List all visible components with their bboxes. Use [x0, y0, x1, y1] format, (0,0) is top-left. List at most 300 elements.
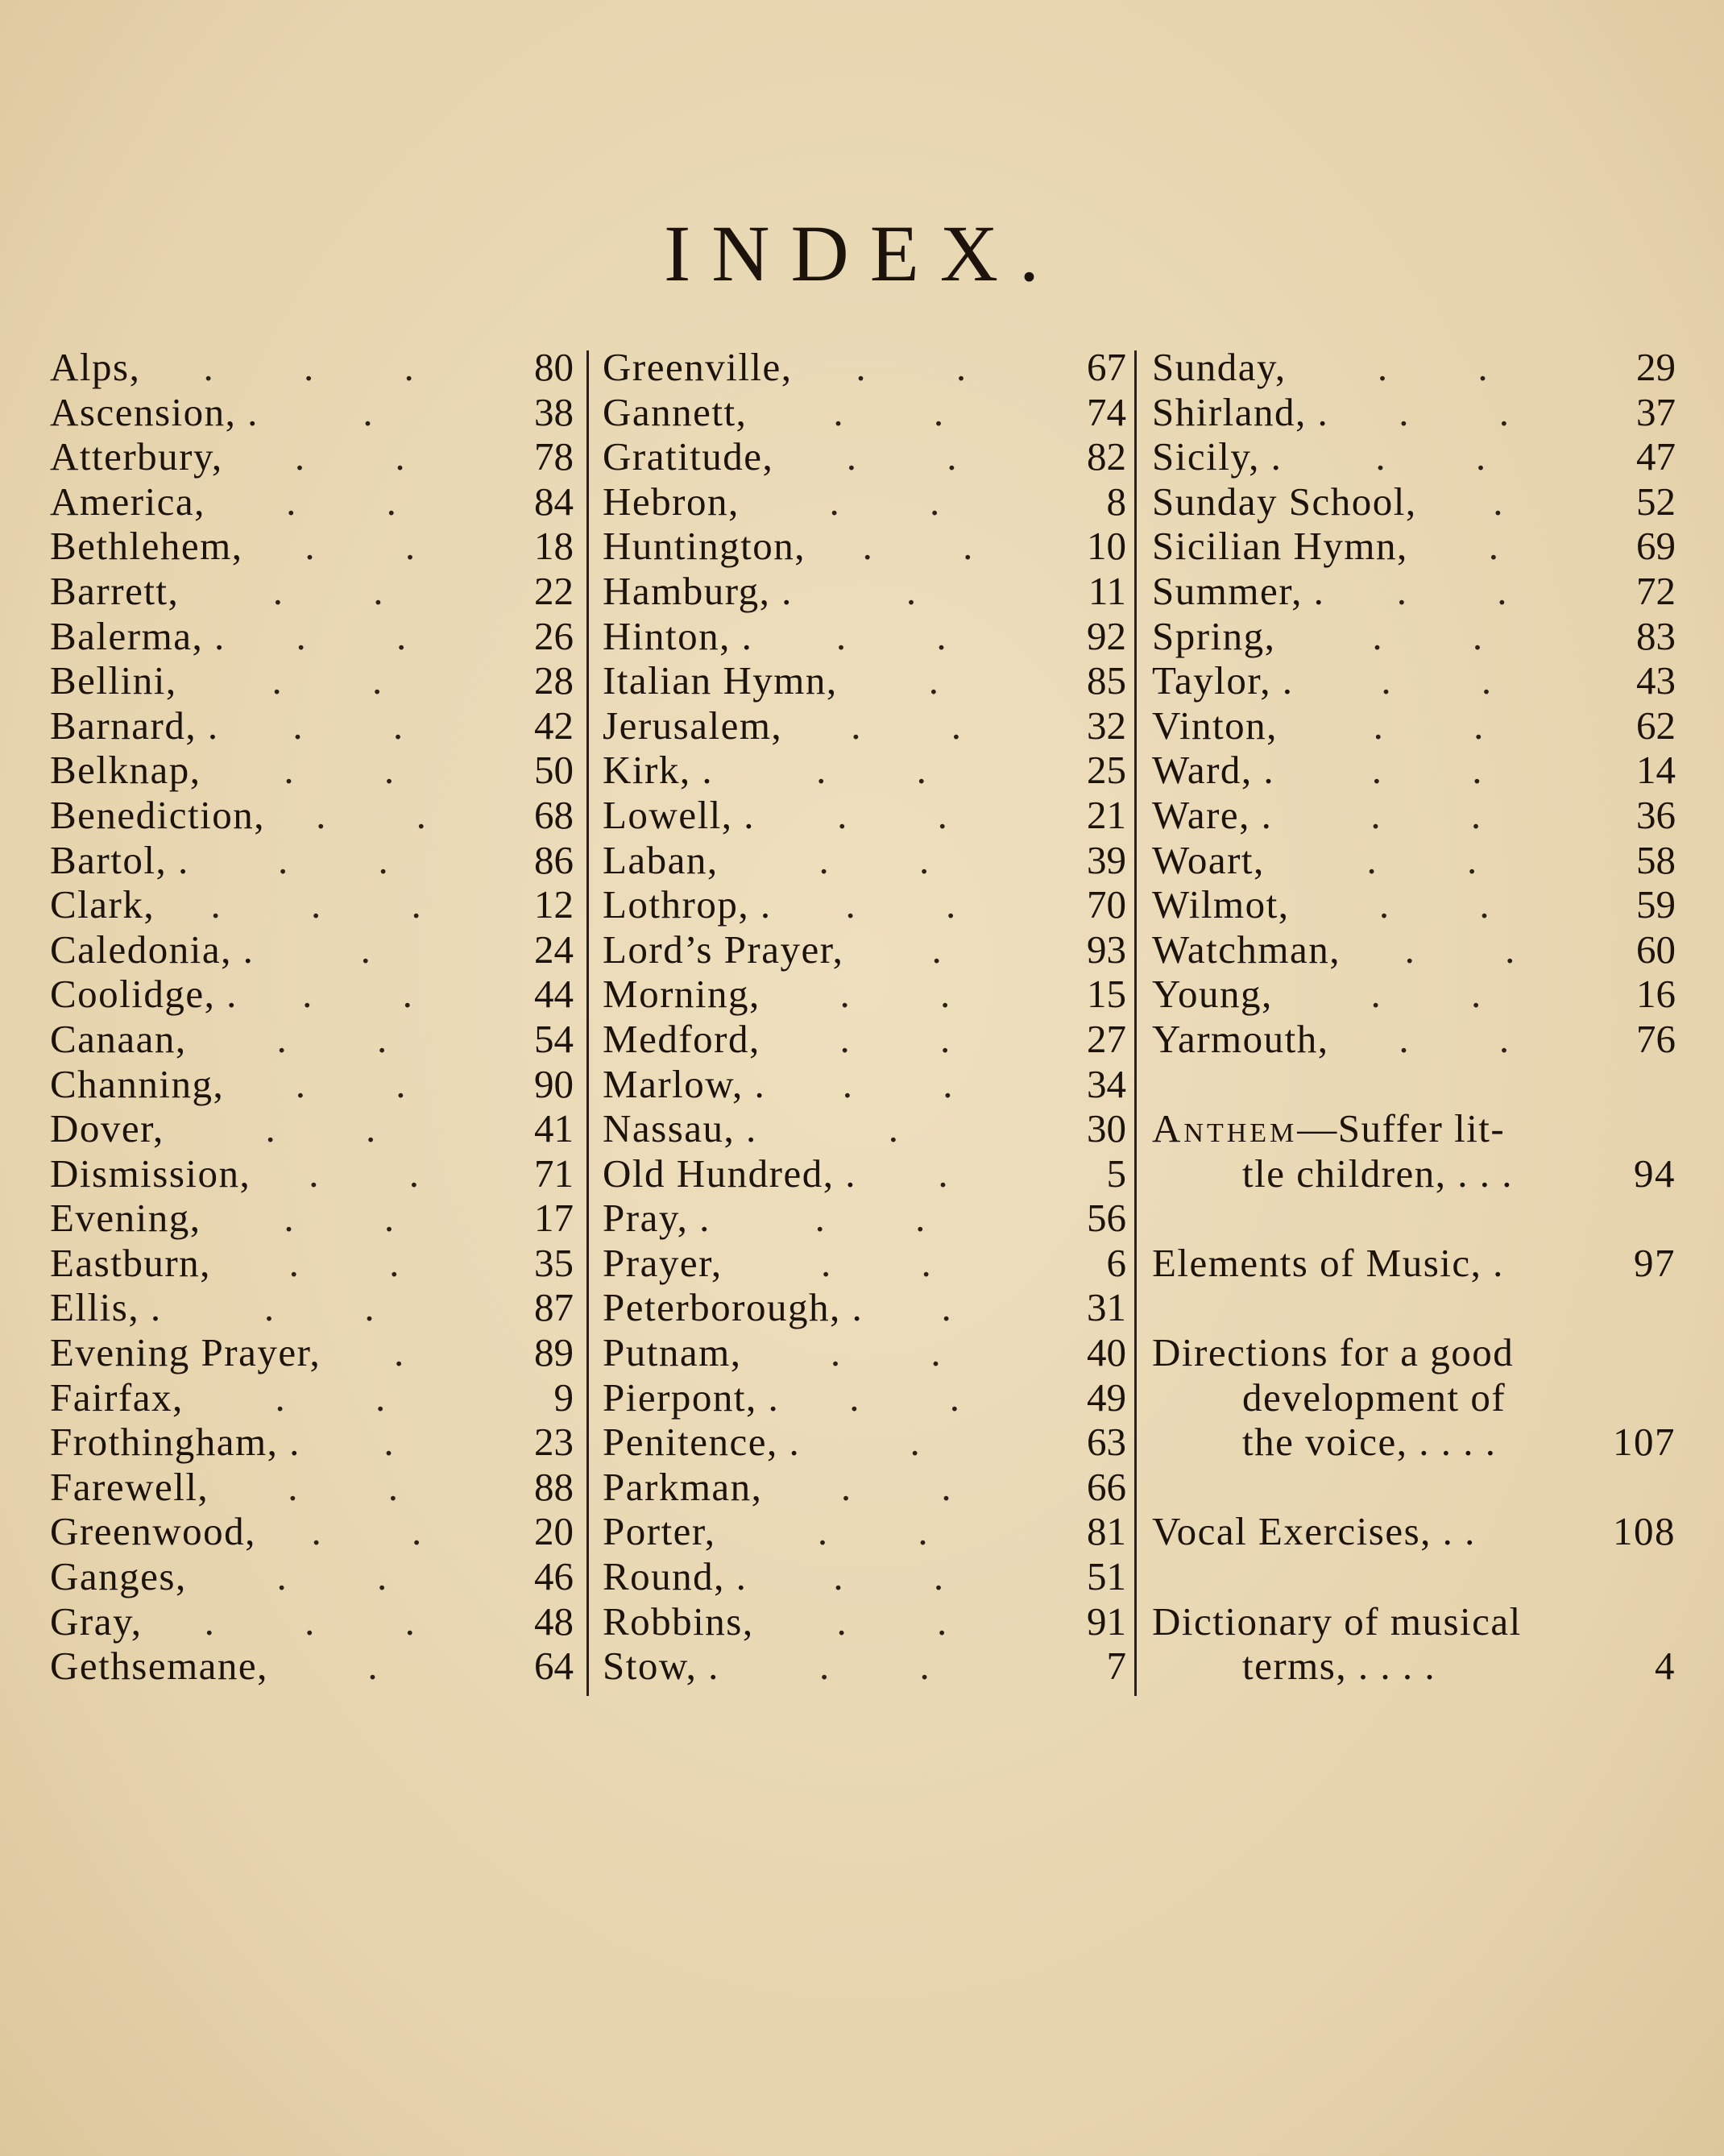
- entry-leader: .: [393, 1330, 445, 1375]
- entry-page: 43: [1636, 658, 1676, 703]
- entry-leader: . .: [833, 1554, 984, 1599]
- index-entry: [603, 1599, 1126, 1644]
- index-entry: [50, 569, 574, 614]
- entry-page: 7: [1106, 1644, 1126, 1689]
- entry-page: 27: [1087, 1016, 1126, 1061]
- entry-page: 34: [1087, 1061, 1126, 1106]
- entry-leader: . .: [316, 792, 466, 837]
- index-entry: [1152, 703, 1676, 748]
- entry-leader: . .: [284, 1196, 435, 1241]
- index-entry: [50, 972, 574, 1017]
- entry-name: Alps,: [50, 345, 141, 389]
- entry-name: Balerma, .: [50, 613, 226, 658]
- entry-name: Greenwood,: [50, 1509, 256, 1554]
- entry-leader: .: [363, 389, 413, 434]
- entry-page: 78: [534, 434, 574, 479]
- entry-name: Pray, .: [603, 1196, 711, 1241]
- entry-page: 23: [534, 1420, 574, 1465]
- entry-leader: . .: [819, 1644, 970, 1689]
- entry-name: Greenville,: [603, 345, 793, 389]
- entry-leader: . .: [814, 1196, 966, 1241]
- entry-leader: . .: [839, 1016, 991, 1061]
- vocal-text: Vocal Exercises, . .: [1152, 1509, 1476, 1554]
- entry-name: Gray,: [50, 1598, 143, 1644]
- index-entry: [603, 793, 1126, 838]
- index-entry: [50, 1644, 574, 1689]
- entry-leader: . .: [296, 613, 447, 658]
- entry-leader: . . .: [204, 1598, 455, 1644]
- entry-name: Watchman,: [1152, 927, 1341, 972]
- entry-leader: .: [941, 1285, 992, 1330]
- entry-page: 81: [1087, 1509, 1126, 1554]
- entry-page: 59: [1636, 882, 1676, 927]
- entry-page: 36: [1636, 792, 1676, 837]
- entry-page: 54: [534, 1016, 574, 1061]
- index-entry: [603, 1285, 1126, 1330]
- entry-leader: .: [1488, 524, 1539, 569]
- entry-name: Barnard, .: [50, 703, 219, 748]
- anthem-label: Anthem: [1152, 1106, 1298, 1151]
- entry-page: 20: [534, 1509, 574, 1554]
- entry-leader: . .: [842, 1061, 993, 1106]
- entry-leader: . .: [263, 1285, 415, 1330]
- entry-leader: . .: [1377, 345, 1528, 389]
- entry-page: 42: [534, 703, 574, 748]
- entry-page: 44: [534, 972, 574, 1017]
- anthem-entry: [1152, 1106, 1676, 1196]
- entry-name: Evening Prayer,: [50, 1330, 321, 1375]
- entry-page: 67: [1087, 345, 1126, 389]
- index-entry: [603, 614, 1126, 659]
- entry-leader: . .: [1372, 613, 1523, 658]
- entry-page: 66: [1087, 1464, 1126, 1509]
- spacer: [1152, 1554, 1676, 1599]
- entry-page: 72: [1636, 568, 1676, 613]
- entry-name: Eastburn,: [50, 1240, 211, 1285]
- entry-page: 37: [1636, 389, 1676, 434]
- entry-page: 9: [553, 1374, 574, 1420]
- anthem-line-2: tle children, . . .: [1242, 1151, 1514, 1196]
- entry-leader: . .: [1399, 389, 1550, 434]
- directions-line-3: the voice, . . . .: [1242, 1420, 1497, 1465]
- entry-page: 6: [1106, 1240, 1126, 1285]
- index-entry: [603, 479, 1126, 524]
- index-entry: [603, 1375, 1126, 1420]
- index-entry: [603, 1330, 1126, 1375]
- entry-leader: . .: [294, 434, 446, 479]
- entry-leader: . .: [1371, 748, 1523, 793]
- entry-name: Porter,: [603, 1509, 716, 1554]
- entry-page: 56: [1087, 1196, 1126, 1241]
- spacer: [1152, 1062, 1676, 1107]
- index-entry: [50, 658, 574, 703]
- entry-leader: . .: [817, 1509, 968, 1554]
- index-entry: [50, 1509, 574, 1554]
- entry-name: America,: [50, 479, 205, 524]
- entry-name: Huntington,: [603, 524, 806, 569]
- entry-page: 74: [1087, 389, 1126, 434]
- entry-name: Putnam,: [603, 1330, 742, 1375]
- entry-leader: . .: [840, 1464, 992, 1509]
- entry-page: 14: [1636, 748, 1676, 793]
- spacer: [1152, 1465, 1676, 1510]
- entry-page: 35: [534, 1240, 574, 1285]
- entry-name: Pierpont, .: [603, 1374, 780, 1420]
- entry-name: Ware, .: [1152, 792, 1273, 837]
- entry-leader: . .: [276, 1554, 428, 1599]
- entry-leader: . .: [836, 1598, 988, 1644]
- entry-name: Summer, .: [1152, 568, 1325, 613]
- entry-leader: .: [938, 1151, 988, 1196]
- entry-leader: . .: [284, 748, 435, 793]
- entry-leader: . .: [1373, 703, 1524, 748]
- entry-leader: . .: [276, 1016, 428, 1061]
- entry-name: Lowell, .: [603, 792, 756, 837]
- entry-page: 89: [534, 1330, 574, 1375]
- index-entry: [603, 1106, 1126, 1151]
- entry-page: 51: [1087, 1554, 1126, 1599]
- entry-name: Sicilian Hymn,: [1152, 524, 1408, 569]
- entry-leader: . .: [1396, 568, 1548, 613]
- entry-leader: . .: [818, 837, 970, 882]
- entry-name: Bellini,: [50, 658, 177, 703]
- entry-leader: . .: [1381, 658, 1532, 703]
- entry-name: Sicily, .: [1152, 434, 1283, 479]
- entry-leader: . .: [272, 568, 424, 613]
- index-entry: [603, 1420, 1126, 1465]
- entry-page: 29: [1636, 345, 1676, 389]
- index-entry: [1152, 390, 1676, 435]
- entry-leader: . .: [309, 1151, 460, 1196]
- entry-leader: . .: [275, 1374, 426, 1420]
- entry-name: Farewell,: [50, 1464, 209, 1509]
- entry-leader: . .: [1370, 972, 1522, 1017]
- entry-leader: . .: [1366, 837, 1518, 882]
- entry-page: 83: [1636, 613, 1676, 658]
- index-entry: [603, 434, 1126, 479]
- index-entry: [1152, 793, 1676, 838]
- entry-leader: . .: [288, 1464, 438, 1509]
- entry-name: Penitence, .: [603, 1420, 801, 1465]
- index-entry: [50, 1330, 574, 1375]
- index-entry: [603, 1151, 1126, 1196]
- entry-name: Vinton,: [1152, 703, 1278, 748]
- entry-page: 50: [534, 748, 574, 793]
- entry-leader: . .: [846, 434, 997, 479]
- entry-leader: . .: [1378, 882, 1530, 927]
- dictionary-page: 4: [1655, 1644, 1676, 1689]
- entry-page: 63: [1087, 1420, 1126, 1465]
- entry-name: Kirk, .: [603, 748, 714, 793]
- entry-leader: . .: [305, 524, 456, 569]
- index-entry: [1152, 345, 1676, 390]
- entry-name: Fairfax,: [50, 1374, 184, 1420]
- entry-leader: .: [931, 927, 982, 972]
- index-entry: [1152, 658, 1676, 703]
- index-entry: [50, 703, 574, 748]
- anthem-line-1: —Suffer lit-: [1297, 1106, 1506, 1151]
- entry-page: 15: [1087, 972, 1126, 1017]
- entry-page: 70: [1087, 882, 1126, 927]
- index-entry: [50, 1599, 574, 1644]
- index-entry: [603, 1465, 1126, 1510]
- index-entry: [1152, 748, 1676, 793]
- index-entry: [603, 703, 1126, 748]
- entry-page: 24: [534, 927, 574, 972]
- index-entry: [50, 1062, 574, 1107]
- entry-page: 46: [534, 1554, 574, 1599]
- entry-page: 68: [534, 792, 574, 837]
- entry-leader: .: [888, 1106, 939, 1151]
- vocal-entry: [1152, 1509, 1676, 1554]
- entry-name: Morning,: [603, 972, 760, 1017]
- entry-page: 8: [1106, 479, 1126, 524]
- index-entry: [603, 927, 1126, 972]
- entry-page: 93: [1087, 927, 1126, 972]
- index-entry: [1152, 479, 1676, 524]
- index-entry: [50, 1554, 574, 1599]
- entry-page: 28: [534, 658, 574, 703]
- index-entry: [50, 345, 574, 390]
- entry-leader: . . .: [210, 882, 462, 927]
- entry-name: Bethlehem,: [50, 524, 243, 569]
- entry-name: Marlow, .: [603, 1061, 766, 1106]
- entry-name: Sunday School,: [1152, 479, 1417, 524]
- entry-name: Hamburg, .: [603, 568, 793, 613]
- entry-name: Caledonia, .: [50, 927, 255, 972]
- entry-page: 60: [1636, 927, 1676, 972]
- entry-page: 17: [534, 1196, 574, 1241]
- entry-page: 25: [1087, 748, 1126, 793]
- index-entry: [1152, 838, 1676, 883]
- entry-name: Ellis, .: [50, 1285, 162, 1330]
- entry-name: Stow, .: [603, 1644, 719, 1689]
- entry-leader: . .: [265, 1106, 416, 1151]
- elements-text: Elements of Music, .: [1152, 1240, 1504, 1285]
- directions-line-1: Directions for a good: [1152, 1330, 1515, 1375]
- entry-name: Spring,: [1152, 613, 1276, 658]
- index-entry: [1152, 1017, 1676, 1062]
- entry-name: Laban,: [603, 837, 719, 882]
- entry-page: 32: [1087, 703, 1126, 748]
- entry-page: 10: [1087, 524, 1126, 569]
- entry-name: Lothrop, .: [603, 882, 772, 927]
- entry-name: Peterborough, .: [603, 1285, 864, 1330]
- entry-name: Taylor, .: [1152, 658, 1294, 703]
- entry-name: Old Hundred, .: [603, 1151, 856, 1196]
- entry-leader: . .: [839, 972, 991, 1017]
- entry-name: Belknap,: [50, 748, 201, 793]
- index-entry: [50, 434, 574, 479]
- entry-page: 69: [1636, 524, 1676, 569]
- entry-leader: . .: [849, 1374, 1001, 1420]
- entry-name: Italian Hymn,: [603, 658, 838, 703]
- entry-name: Clark,: [50, 882, 155, 927]
- spacer: [1152, 1196, 1676, 1241]
- entry-leader: .: [910, 1420, 960, 1465]
- entry-page: 21: [1087, 792, 1126, 837]
- entry-page: 30: [1087, 1106, 1126, 1151]
- entry-page: 87: [534, 1285, 574, 1330]
- entry-leader: . .: [1370, 792, 1522, 837]
- entry-page: 5: [1106, 1151, 1126, 1196]
- entry-leader: .: [360, 927, 411, 972]
- entry-leader: . .: [1399, 1016, 1550, 1061]
- index-entry: [603, 658, 1126, 703]
- entry-name: Prayer,: [603, 1240, 723, 1285]
- entry-name: Young,: [1152, 972, 1273, 1017]
- index-entry: [50, 1420, 574, 1465]
- entry-page: 11: [1088, 568, 1126, 613]
- entry-page: 62: [1636, 703, 1676, 748]
- index-entry: [1152, 569, 1676, 614]
- entry-page: 76: [1636, 1016, 1676, 1061]
- entry-page: 82: [1087, 434, 1126, 479]
- entry-name: Gethsemane,: [50, 1644, 268, 1689]
- entry-page: 39: [1087, 837, 1126, 882]
- entry-leader: .: [906, 568, 957, 613]
- entry-name: Dismission,: [50, 1151, 251, 1196]
- entry-name: Ganges,: [50, 1554, 187, 1599]
- entry-name: Robbins,: [603, 1598, 754, 1644]
- entry-page: 12: [534, 882, 574, 927]
- entry-name: Wilmot,: [1152, 882, 1290, 927]
- index-column-3: [1152, 345, 1676, 1689]
- entry-leader: . .: [835, 613, 987, 658]
- index-entry: [50, 838, 574, 883]
- elements-page: 97: [1634, 1240, 1676, 1285]
- elements-entry: [1152, 1241, 1676, 1286]
- entry-page: 49: [1087, 1374, 1126, 1420]
- index-entry: [50, 1241, 574, 1286]
- entry-page: 18: [534, 524, 574, 569]
- index-column-3-entries: [1152, 345, 1676, 1062]
- index-entry: [603, 569, 1126, 614]
- entry-name: Dover,: [50, 1106, 164, 1151]
- entry-page: 90: [534, 1061, 574, 1106]
- index-entry: [603, 524, 1126, 569]
- entry-name: Evening,: [50, 1196, 201, 1241]
- index-entry: [603, 972, 1126, 1017]
- entry-page: 84: [534, 479, 574, 524]
- index-entry: [603, 1644, 1126, 1689]
- entry-leader: . .: [820, 1240, 972, 1285]
- entry-page: 85: [1087, 658, 1126, 703]
- entry-name: Nassau, .: [603, 1106, 757, 1151]
- entry-name: Shirland, .: [1152, 389, 1329, 434]
- entry-leader: . .: [830, 1330, 981, 1375]
- entry-leader: . .: [1375, 434, 1527, 479]
- entry-leader: . .: [295, 1061, 446, 1106]
- entry-name: Ward, .: [1152, 748, 1275, 793]
- entry-page: 48: [534, 1598, 574, 1644]
- vocal-page: 108: [1613, 1509, 1676, 1554]
- page-title: INDEX.: [663, 209, 1061, 298]
- entry-name: Hebron,: [603, 479, 740, 524]
- index-entry: [603, 748, 1126, 793]
- index-entry: [50, 1375, 574, 1420]
- index-entry: [603, 1554, 1126, 1599]
- entry-name: Round, .: [603, 1554, 748, 1599]
- entry-name: Jerusalem,: [603, 703, 783, 748]
- entry-name: Medford,: [603, 1016, 760, 1061]
- entry-page: 92: [1087, 613, 1126, 658]
- index-entry: [50, 1285, 574, 1330]
- index-entry: [1152, 614, 1676, 659]
- index-entry: [603, 1196, 1126, 1241]
- index-entry: [1152, 972, 1676, 1017]
- anthem-page: 94: [1634, 1151, 1676, 1196]
- index-entry: [50, 927, 574, 972]
- entry-leader: .: [367, 1644, 418, 1689]
- index-entry: [50, 614, 574, 659]
- entry-page: 71: [534, 1151, 574, 1196]
- entry-name: Bartol, .: [50, 837, 189, 882]
- entry-leader: . .: [837, 792, 988, 837]
- entry-page: 52: [1636, 479, 1676, 524]
- index-entry: [603, 882, 1126, 927]
- entry-leader: . . .: [203, 345, 454, 389]
- index-entry: [603, 1241, 1126, 1286]
- entry-leader: . .: [271, 658, 423, 703]
- entry-leader: . .: [856, 345, 1007, 389]
- entry-name: Gratitude,: [603, 434, 774, 479]
- entry-leader: .: [928, 658, 979, 703]
- entry-name: Parkman,: [603, 1464, 763, 1509]
- entry-name: Coolidge, .: [50, 972, 238, 1017]
- index-entry: [50, 882, 574, 927]
- entry-name: Frothingham, .: [50, 1420, 300, 1465]
- entry-page: 86: [534, 837, 574, 882]
- entry-page: 16: [1636, 972, 1676, 1017]
- index-column-2: [603, 345, 1126, 1689]
- entry-page: 80: [534, 345, 574, 389]
- entry-name: Ascension, .: [50, 389, 259, 434]
- entry-leader: .: [383, 1420, 434, 1465]
- entry-page: 38: [534, 389, 574, 434]
- spacer: [1152, 1285, 1676, 1330]
- entry-name: Barrett,: [50, 568, 180, 613]
- entry-leader: . .: [288, 1240, 440, 1285]
- entry-leader: . .: [851, 703, 1001, 748]
- entry-leader: . .: [1404, 927, 1556, 972]
- entry-leader: . .: [302, 972, 453, 1017]
- entry-page: 64: [534, 1644, 574, 1689]
- index-entry: [1152, 927, 1676, 972]
- entry-leader: . .: [845, 882, 997, 927]
- entry-name: Sunday,: [1152, 345, 1287, 389]
- entry-name: Woart,: [1152, 837, 1265, 882]
- entry-leader: . .: [277, 837, 429, 882]
- index-entry: [1152, 524, 1676, 569]
- dictionary-line-2: terms, . . . .: [1242, 1644, 1436, 1689]
- index-entry: [50, 1151, 574, 1196]
- entry-name: Lord’s Prayer,: [603, 927, 844, 972]
- index-entry: [50, 390, 574, 435]
- entry-name: Gannett,: [603, 389, 748, 434]
- index-entry: [603, 1017, 1126, 1062]
- entry-leader: . .: [829, 479, 980, 524]
- entry-page: 40: [1087, 1330, 1126, 1375]
- entry-name: Yarmouth,: [1152, 1016, 1329, 1061]
- index-entry: [603, 390, 1126, 435]
- entry-name: Canaan,: [50, 1016, 187, 1061]
- entry-page: 58: [1636, 837, 1676, 882]
- dictionary-line-1: Dictionary of musical: [1152, 1598, 1522, 1644]
- entry-leader: . .: [833, 389, 984, 434]
- index-entry: [603, 1062, 1126, 1107]
- index-entry: [50, 1017, 574, 1062]
